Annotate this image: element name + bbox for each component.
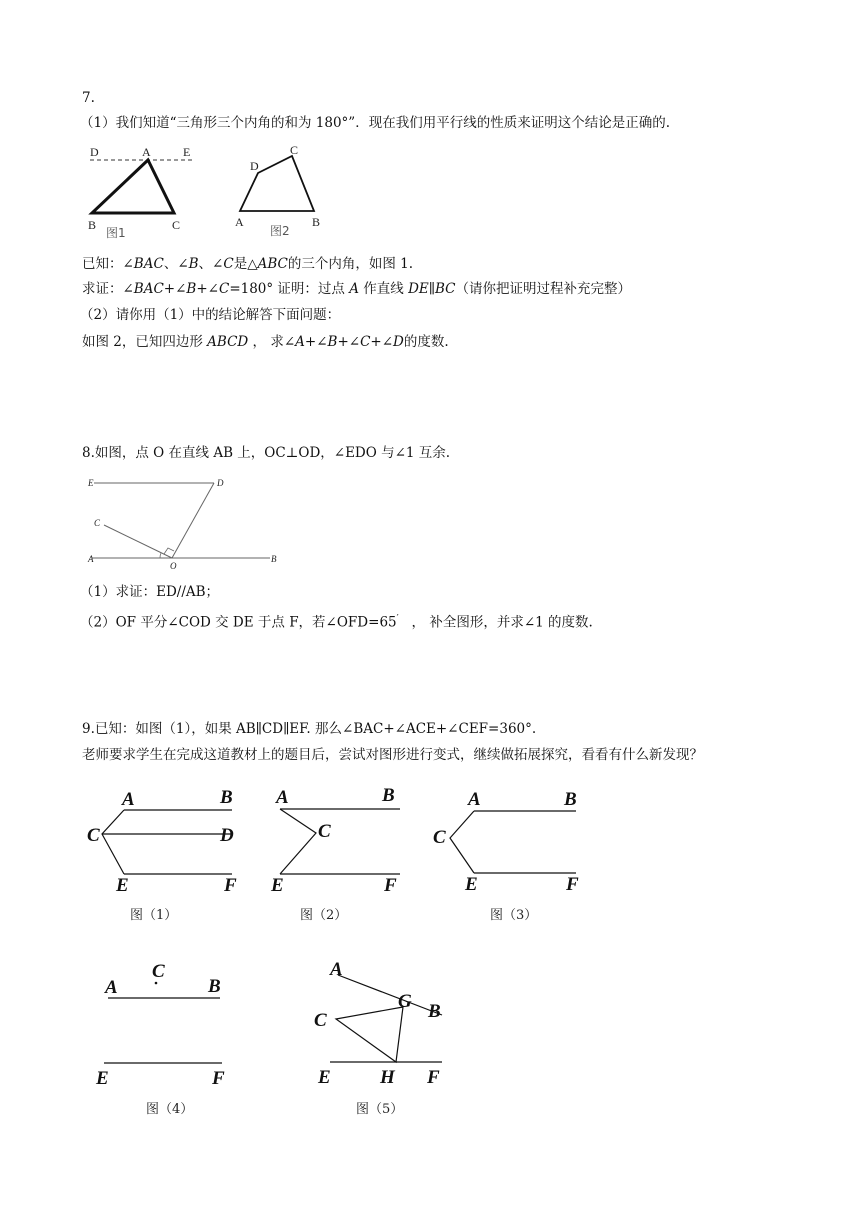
q8-label-O: O — [170, 561, 177, 571]
fig9-2-label-E: E — [271, 875, 284, 896]
q9-figure-1 — [84, 783, 244, 923]
fig9-3-caption: 图（3） — [490, 908, 538, 923]
fig9-3-label-C: C — [433, 827, 446, 848]
fig9-4-label-E: E — [96, 1068, 109, 1089]
q7-part1: （1）我们知道“三角形三个内角的和为 180°”．现在我们用平行线的性质来证明这个结论是正确的. — [80, 115, 670, 131]
q8-label-C: C — [94, 518, 101, 528]
q7-part2: （2）请你用（1）中的结论解答下面问题： — [80, 307, 341, 323]
fig9-4-label-F: F — [212, 1068, 225, 1089]
fig9-5-label-G: G — [398, 991, 412, 1012]
fig9-1-label-C: C — [87, 825, 100, 846]
fig9-5-caption: 图（5） — [356, 1102, 404, 1117]
q7-prove: 求证：∠BAC+∠B+∠C=180° 证明：过点 A 作直线 DE∥BC（请你把证明过程补充完整） — [82, 281, 631, 297]
q9-figure-4 — [90, 955, 250, 1120]
q9-figure-3 — [430, 783, 590, 923]
fig2-label-C: C — [290, 143, 299, 157]
q9-figure-5 — [310, 955, 470, 1120]
q7-number: 7. — [82, 90, 95, 106]
fig2-caption: 图2 — [270, 224, 290, 238]
fig9-1-label-B: B — [220, 787, 233, 808]
fig9-1-label-D: D — [220, 825, 234, 846]
fig9-3-label-E: E — [465, 874, 478, 895]
fig1-label-D: D — [90, 145, 99, 159]
fig2-label-B: B — [312, 215, 321, 229]
fig9-2-label-F: F — [384, 875, 397, 896]
fig9-4-label-B: B — [208, 976, 221, 997]
fig9-5-label-H: H — [380, 1067, 395, 1088]
fig9-5-label-E: E — [318, 1067, 331, 1088]
q8-label-B: B — [271, 554, 277, 564]
fig9-3-label-F: F — [566, 874, 579, 895]
q9-stem: 9.已知：如图（1），如果 AB∥CD∥EF. 那么∠BAC+∠ACE+∠CEF=360°. — [82, 721, 537, 737]
fig1-label-B: B — [88, 218, 97, 232]
fig9-1-label-F: F — [224, 875, 237, 896]
fig2-label-A: A — [235, 215, 244, 229]
fig9-4-label-A: A — [105, 977, 118, 998]
q8-part1: （1）求证：ED//AB； — [80, 584, 220, 600]
q8-figure — [84, 472, 284, 572]
fig2-label-D: D — [250, 159, 259, 173]
fig1-caption: 图1 — [106, 226, 126, 240]
fig9-2-label-A: A — [276, 787, 289, 808]
fig9-5-label-A: A — [330, 959, 343, 980]
q9-line2: 老师要求学生在完成这道教材上的题目后，尝试对图形进行变式，继续做拓展探究，看看有什么新发现？ — [82, 747, 703, 763]
q9-figure-2 — [268, 783, 408, 923]
fig9-5-label-B: B — [428, 1001, 441, 1022]
q8-stem: 8.如图，点 O 在直线 AB 上，OC⊥OD，∠EDO 与∠1 互余. — [82, 445, 451, 461]
fig9-3-label-B: B — [564, 789, 577, 810]
fig9-5-label-C: C — [314, 1010, 327, 1031]
q8-part2: （2）OF 平分∠COD 交 DE 于点 F，若∠OFD=65′ ， 补全图形，并求∠1 的度数. — [80, 614, 593, 631]
fig9-2-label-B: B — [382, 785, 395, 806]
fig9-4-caption: 图（4） — [146, 1102, 194, 1117]
fig1-label-A: A — [142, 145, 151, 159]
q8-label-E: E — [88, 478, 94, 488]
fig1-label-C: C — [172, 218, 181, 232]
q7-given: 已知：∠BAC、∠B、∠C是△ABC的三个内角，如图 1. — [82, 256, 414, 272]
q7-figure-1 — [84, 143, 204, 238]
q7-quad: 如图 2，已知四边形 ABCD ， 求∠A+∠B+∠C+∠D的度数. — [82, 334, 449, 350]
fig1-label-E: E — [183, 145, 191, 159]
fig9-1-label-E: E — [116, 875, 129, 896]
q8-label-D: D — [217, 478, 224, 488]
fig9-5-label-F: F — [427, 1067, 440, 1088]
fig9-2-label-C: C — [318, 821, 331, 842]
fig9-1-label-A: A — [122, 789, 135, 810]
fig9-1-caption: 图（1） — [130, 908, 178, 923]
fig9-2-caption: 图（2） — [300, 908, 348, 923]
fig9-4-label-C: C — [152, 961, 165, 982]
q7-figure-2 — [232, 143, 332, 238]
q8-label-A: A — [88, 554, 94, 564]
fig9-3-label-A: A — [468, 789, 481, 810]
